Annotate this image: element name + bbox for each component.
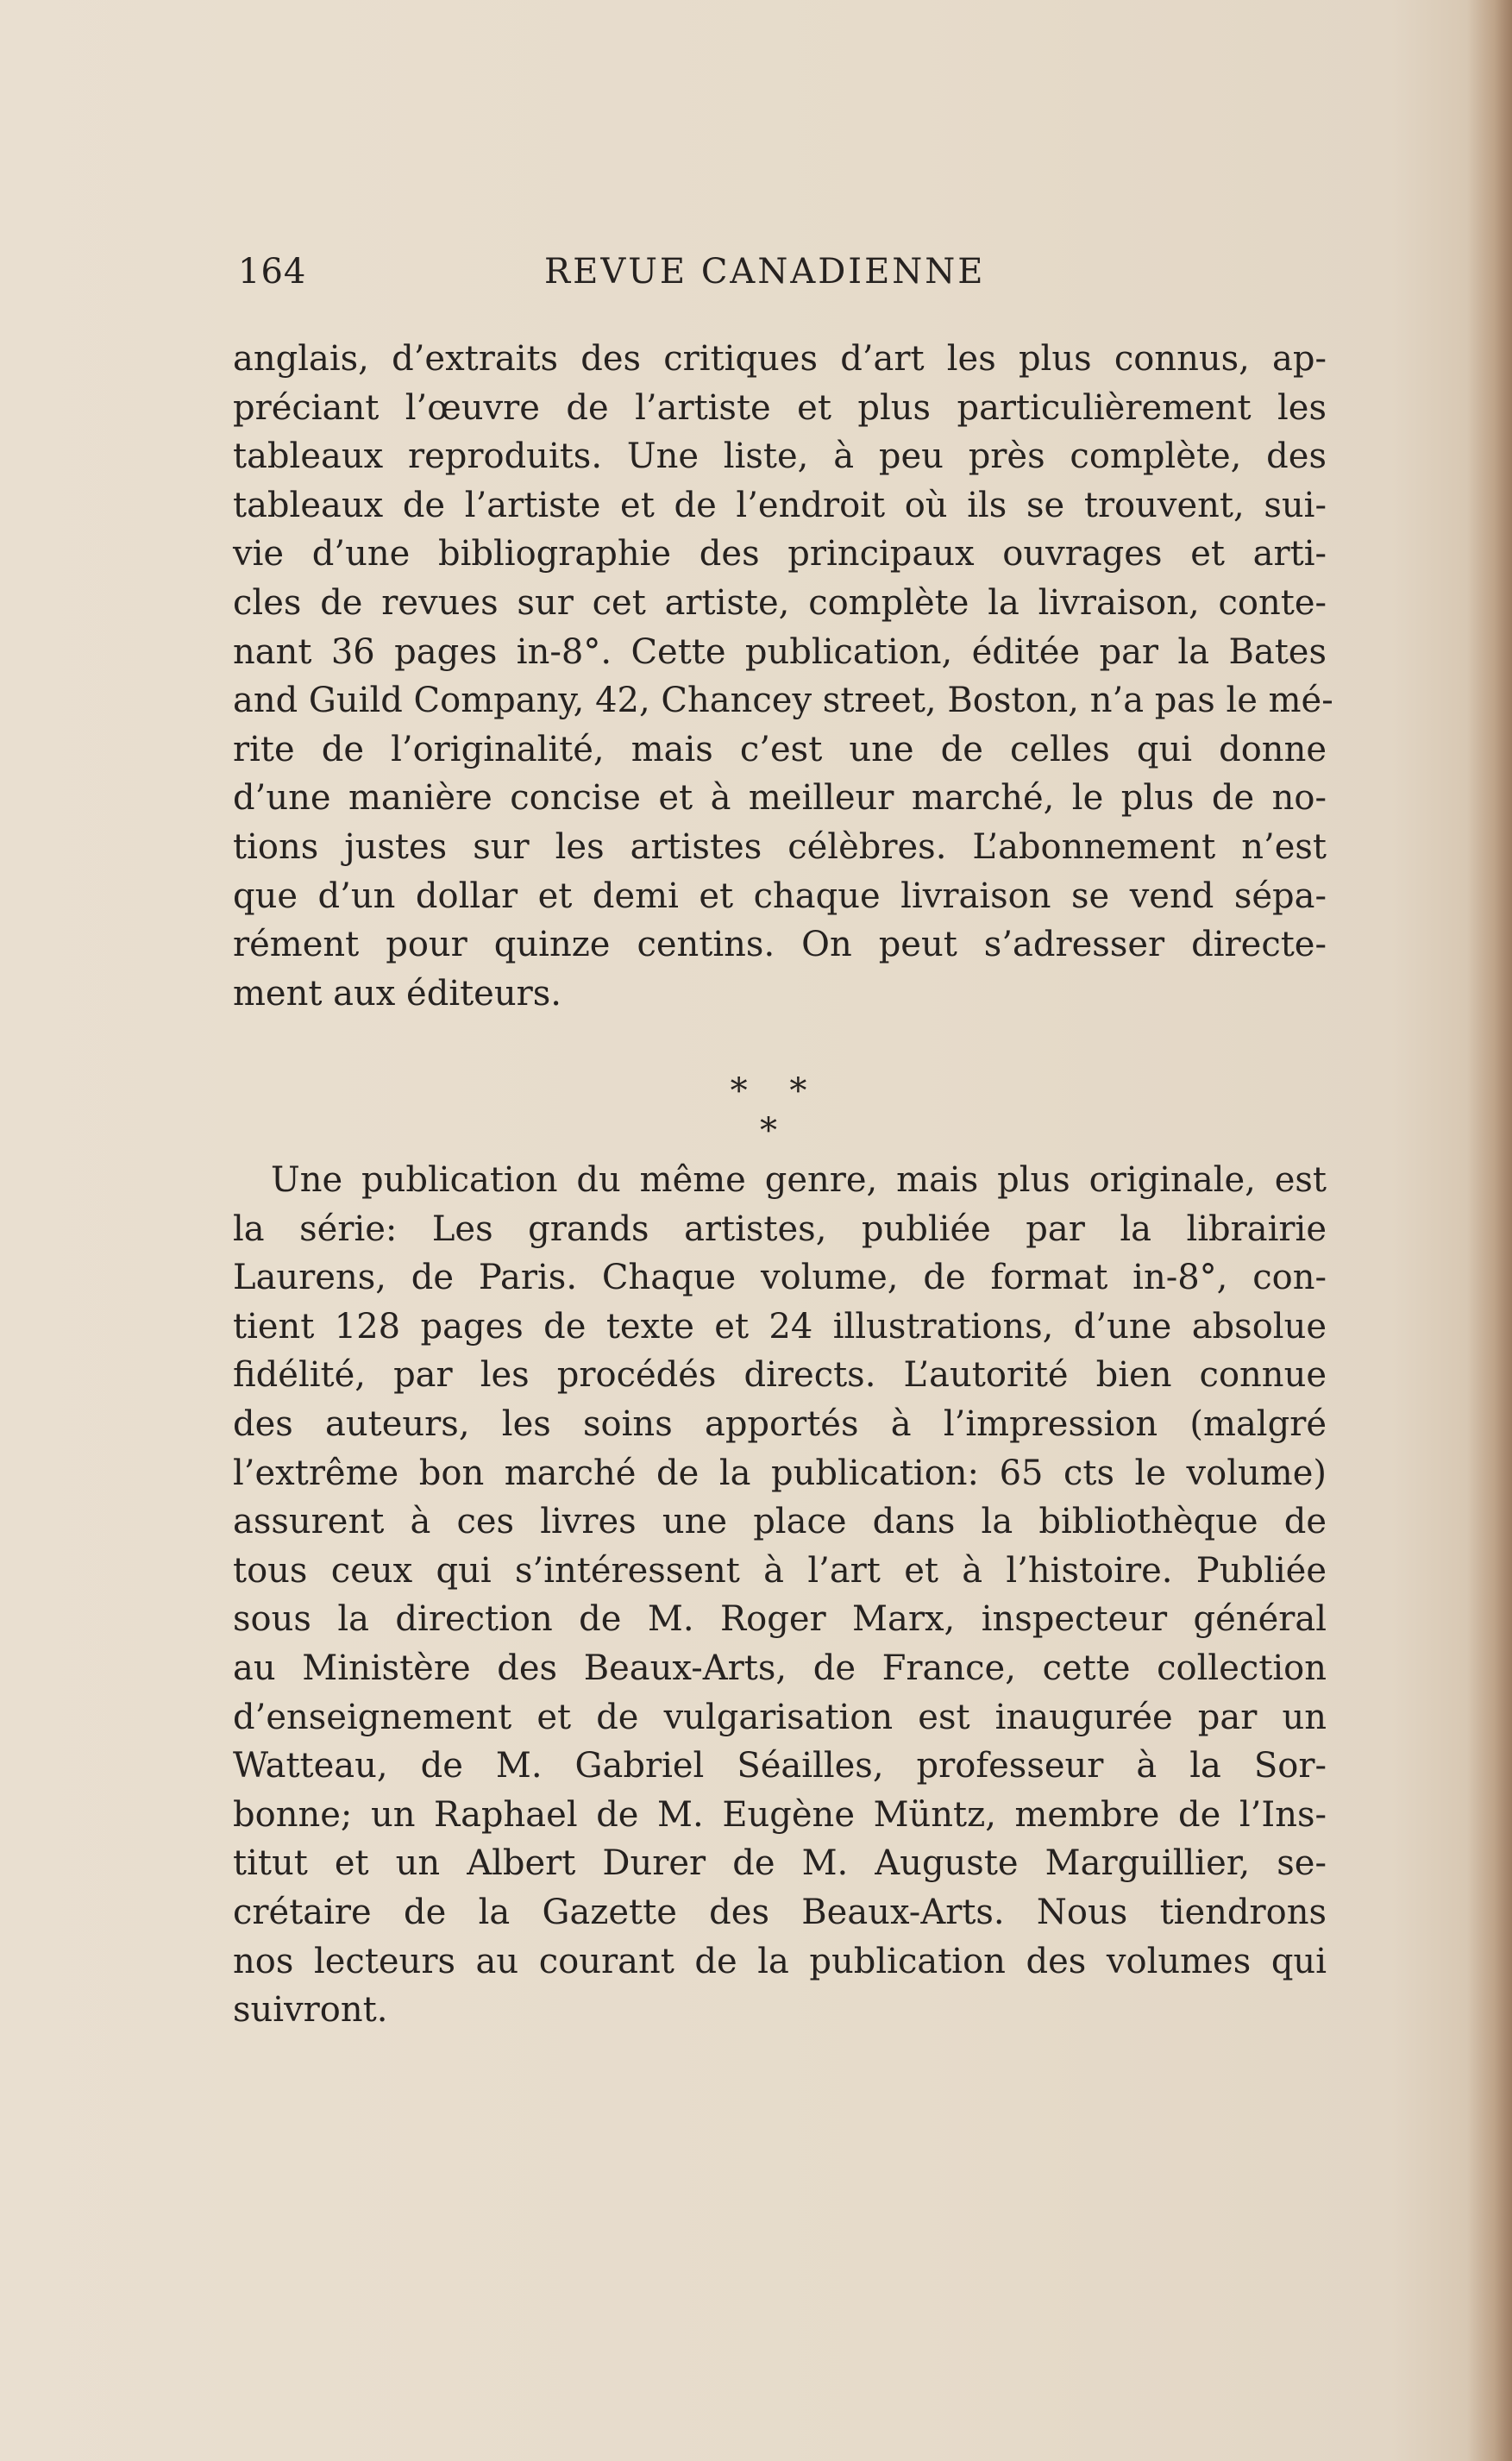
text-line: Laurens, de Paris. Chaque volume, de format in-8°, con- (233, 1258, 1327, 1298)
text-line: rite de l’originalité, mais c’est une de celles qui donne (233, 729, 1327, 769)
text-line: and Guild Company, 42, Chancey street, Boston, n’a pas le mé- (233, 681, 1333, 721)
text-line: crétaire de la Gazette des Beaux-Arts. Nous tiendrons (233, 1892, 1327, 1932)
text-line: préciant l’œuvre de l’artiste et plus particulièrement les (233, 387, 1327, 428)
text-line: au Ministère des Beaux-Arts, de France, cette collection (233, 1648, 1327, 1688)
text-line: des auteurs, les soins apportés à l’impression (malgré (233, 1403, 1327, 1444)
text-line: d’une manière concise et à meilleur marché, le plus de no- (233, 778, 1327, 819)
page-header (238, 252, 1325, 300)
section-separator: * * * (730, 1071, 823, 1151)
text-line: l’extrême bon marché de la publication: 65 cts le volume) (233, 1453, 1327, 1493)
text-line: tableaux de l’artiste et de l’endroit où ils se trouvent, sui- (233, 485, 1327, 525)
text-line: cles de revues sur cet artiste, complète la livraison, conte- (233, 582, 1327, 623)
text-line: tous ceux qui s’intéressent à l’art et à l’histoire. Publiée (233, 1550, 1327, 1591)
text-line: tions justes sur les artistes célèbres. L’abonnement n’est (233, 826, 1327, 867)
text-line: rément pour quinze centins. On peut s’adresser directe- (233, 925, 1327, 965)
text-line: titut et un Albert Durer de M. Auguste Marguillier, se- (233, 1843, 1327, 1884)
page-edge-shadow (1467, 0, 1512, 2461)
text-line: sous la direction de M. Roger Marx, inspecteur général (233, 1599, 1327, 1640)
page-number: 164 (238, 252, 307, 292)
text-line: assurent à ces livres une place dans la bibliothèque de (233, 1502, 1327, 1542)
text-line: ment aux éditeurs. (233, 973, 562, 1014)
text-line: nant 36 pages in-8°. Cette publication, éditée par la Bates (233, 631, 1327, 672)
paragraph-grands-artistes (233, 1156, 1327, 2035)
text-line: suivront. (233, 1990, 388, 2031)
paragraph-continued (233, 335, 1333, 1018)
text-line: d’enseignement et de vulgarisation est inaugurée par un (233, 1697, 1327, 1737)
text-line: tient 128 pages de texte et 24 illustrations, d’une absolue (233, 1306, 1327, 1347)
running-title: REVUE CANADIENNE (544, 252, 986, 292)
text-line: tableaux reproduits. Une liste, à peu près complète, des (233, 436, 1327, 477)
text-line: vie d’une bibliographie des principaux ouvrages et arti- (233, 534, 1327, 574)
text-line: Watteau, de M. Gabriel Séailles, professeur à la Sor- (233, 1746, 1327, 1786)
text-line: Une publication du même genre, mais plus originale, est (271, 1160, 1327, 1200)
text-line: que d’un dollar et demi et chaque livraison se vend sépa- (233, 876, 1327, 916)
text-line: bonne; un Raphael de M. Eugène Müntz, membre de l’Ins- (233, 1794, 1327, 1835)
text-line: anglais, d’extraits des critiques d’art les plus connus, ap- (233, 339, 1327, 379)
text-line: nos lecteurs au courant de la publication des volumes qui (233, 1941, 1327, 1981)
text-line: fidélité, par les procédés directs. L’autorité bien connue (233, 1355, 1327, 1396)
text-line: la série: Les grands artistes, publiée par la librairie (233, 1209, 1327, 1249)
